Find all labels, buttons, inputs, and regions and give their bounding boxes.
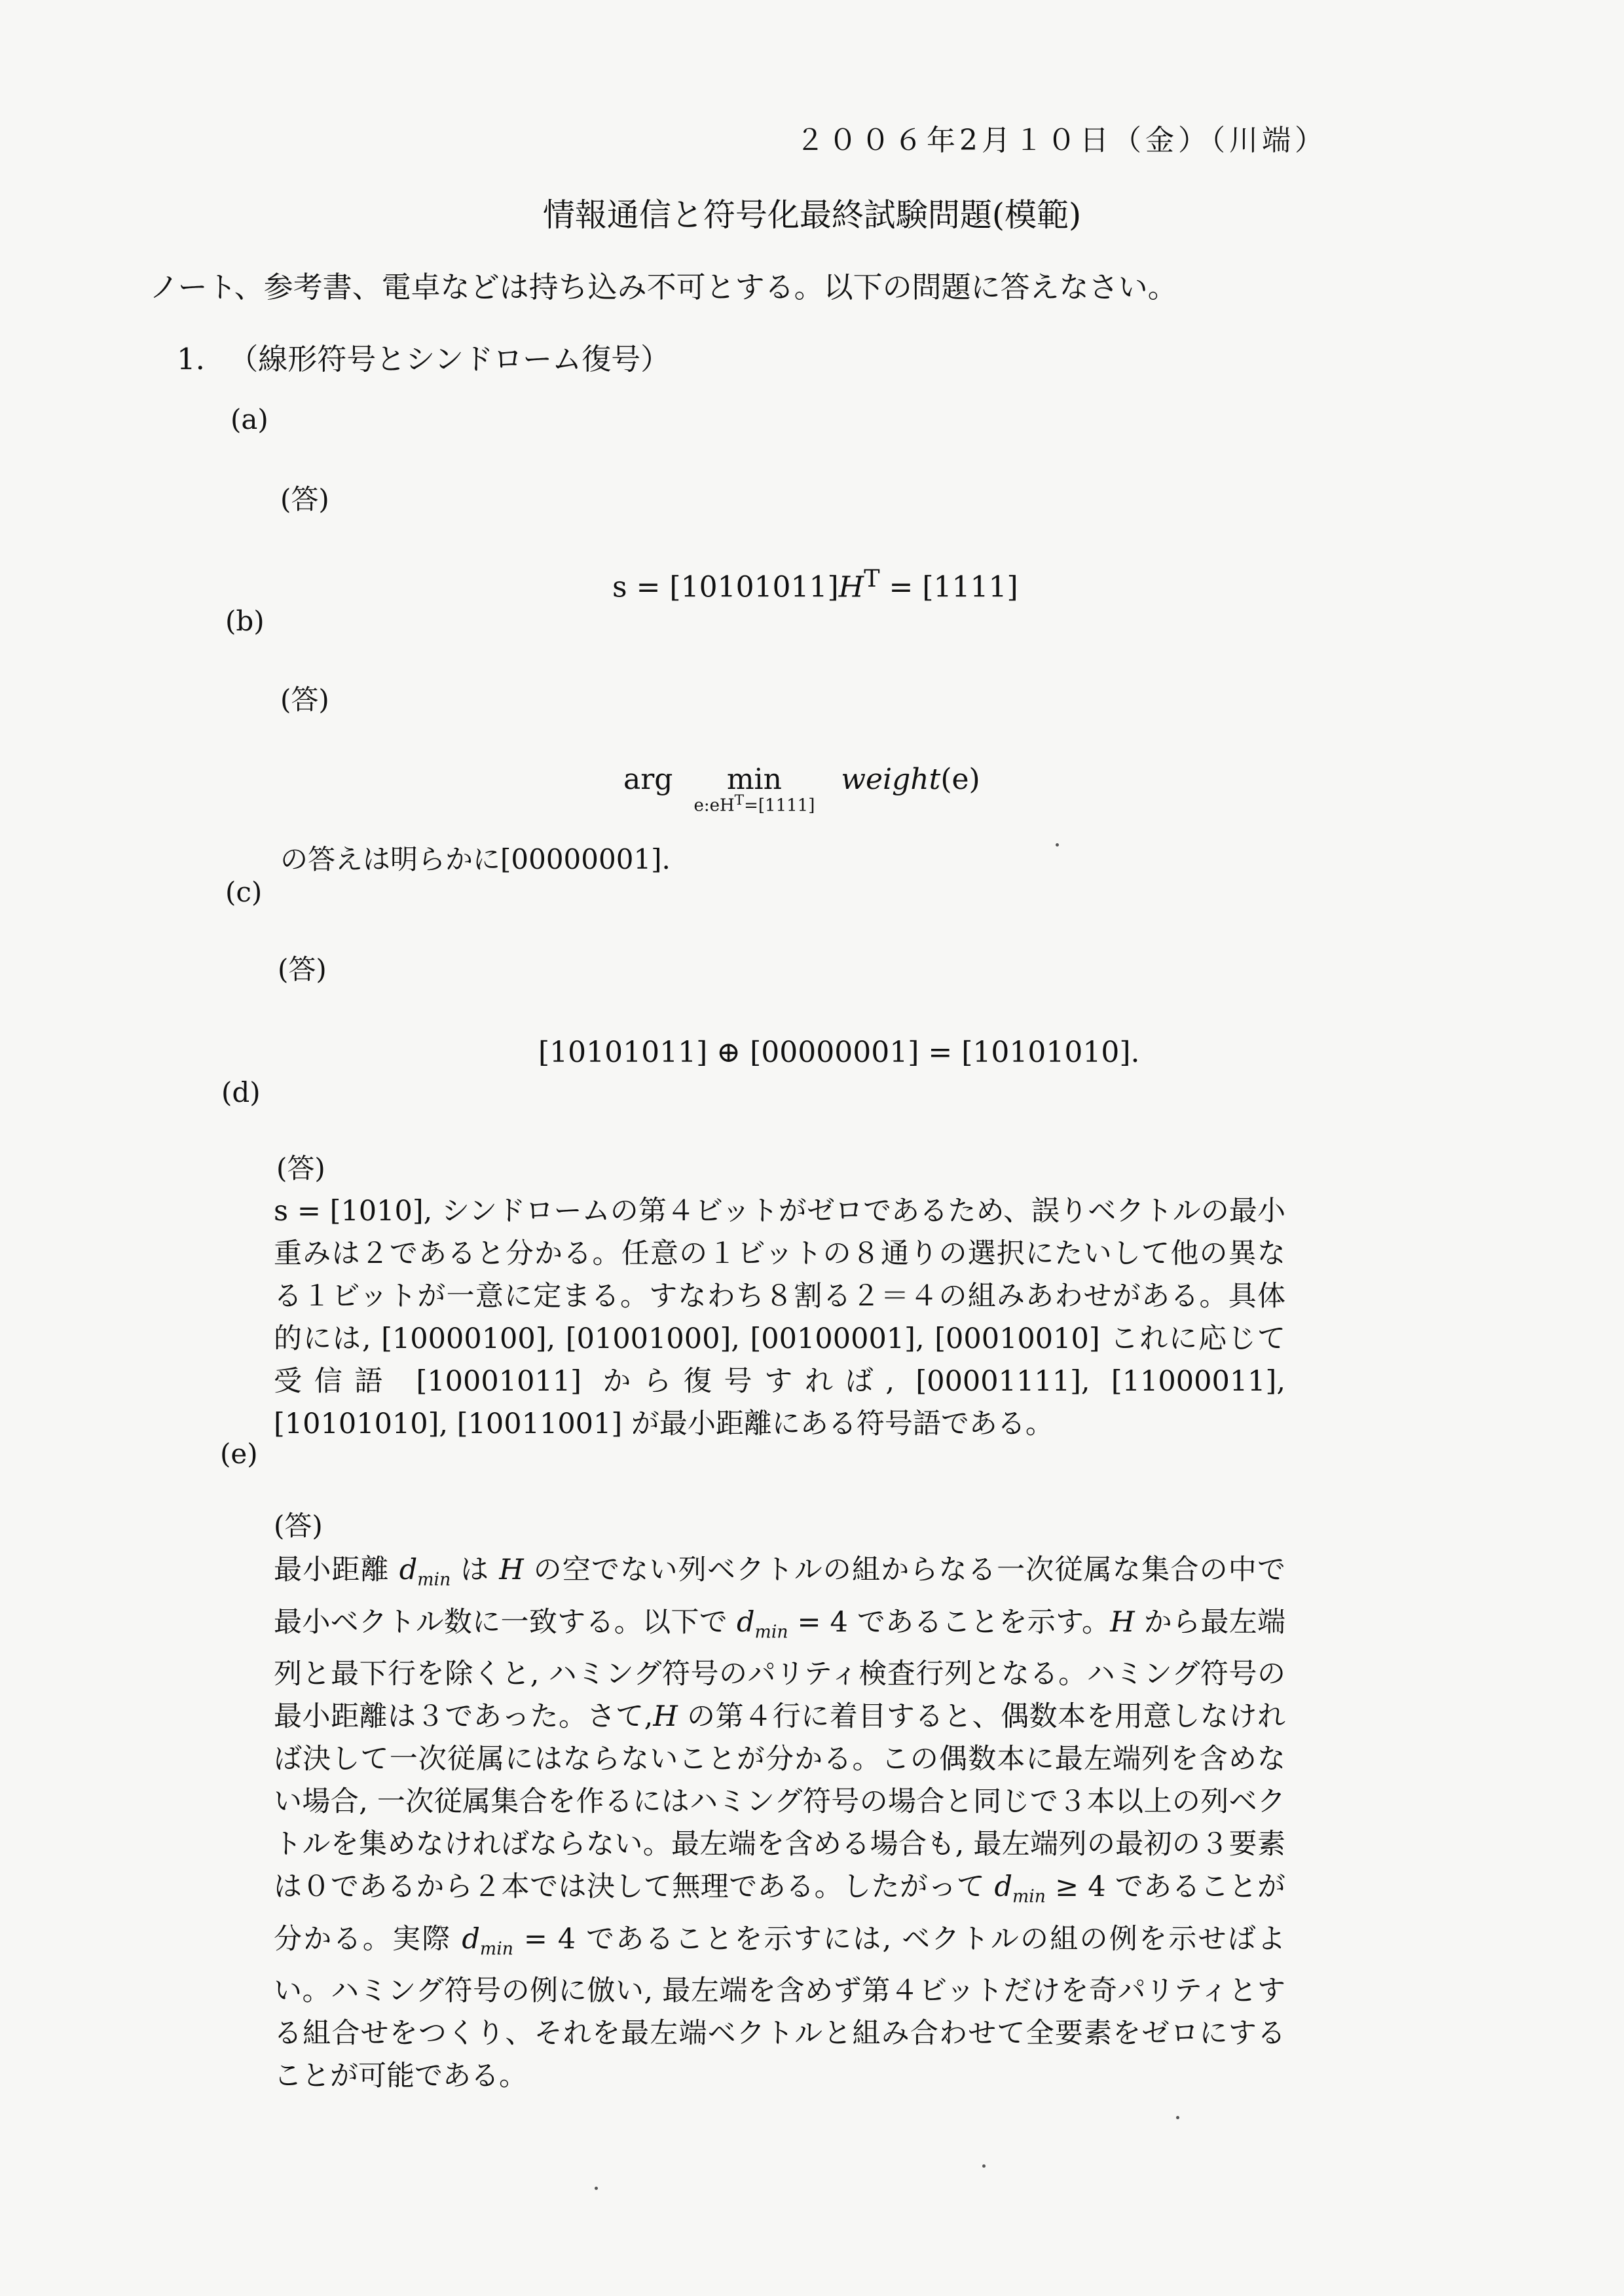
part-b-argmin-expression: arg min $e:eH^T=[1111]$ weight(e) [623,763,980,816]
part-b-conclusion: の答えは明らかに[00000001]. [280,843,671,875]
scan-speck [1176,2116,1179,2119]
scan-speck [982,2164,986,2168]
part-a-answer-label: (答) [280,483,329,515]
problem-topic: （線形符号とシンドローム復号） [229,342,671,376]
part-d-answer-label: (答) [276,1152,325,1184]
part-d-answer-text: s = [1010], シンドロームの第４ビットがゼロであるため、誤りベクトルの最小重みは２であると分かる。任意の１ビットの８通りの選択にたいして他の異なる１ビットが一意に定まる。すなわち８割る２＝４の組みあわせがある。具体的には, [10000100], [01001000], [00100001], [00010010] これに応じて受信語 [10001011] から復号すれば, [00001111], [11000011], [10101010], [10011001] が最小距離にある符号語である。 [274,1195,1285,1440]
part-e-answer-text: 最小距離 $d_{min}$ は H の空でない列ベクトルの組からなる一次従属な集合の中で最小ベクトル数に一致する。以下で $d_{min} = 4$ であることを示す。H から最左端列と最下行を除くと, ハミング符号のパリティ検査行列となる。ハミング符号の最小距離は３であった。さて,H の第４行に着目すると、偶数本を用意しなければ決して一次従属にはならないことが分かる。この偶数本に最左端列を含めない場合, 一次従属集合を作るにはハミング符号の場合と同じで３本以上の列ベクトルを集めなければならない。最左端を含める場合も, 最左端列の最初の３要素は０であるから２本では決して無理である。したがって $d_{min} \ge 4$ であることが分かる。実際 $d_{min} = 4$ であることを示すには, ベクトルの組の例を示せばよい。ハミング符号の例に倣い, 最左端を含めず第４ビットだけを奇パリティとする組合せをつくり、それを最左端ベクトルと組み合わせて全要素をゼロにすることが可能である。 [274,1554,1286,2093]
scan-speck [595,2187,598,2190]
problem-number: 1. [177,342,205,376]
exam-date: ２００６年2月１０日（金）（川端） [796,124,1327,157]
part-b-label: (b) [225,605,265,637]
part-c-answer-label: (答) [278,953,327,985]
problem-1-heading [177,335,670,378]
part-a-equation: $s = [10101011]H^T = [1111]$ [612,564,1018,604]
part-d-label: (d) [221,1076,261,1108]
part-c-label: (c) [225,876,263,908]
part-a-label: (a) [231,403,268,435]
scan-speck [1056,843,1059,847]
part-b-answer-label: (答) [280,683,329,716]
part-e-label: (e) [220,1438,258,1470]
exam-title: 情報通信と符号化最終試験問題(模範) [542,196,1082,234]
exam-instructions: ノート、参考書、電卓などは持ち込み不可とする。以下の問題に答えなさい。 [149,270,1177,304]
part-e-answer-label: (答) [274,1510,323,1542]
part-c-equation: [10101011] ⊕ [00000001] = [10101010]. [538,1036,1140,1069]
